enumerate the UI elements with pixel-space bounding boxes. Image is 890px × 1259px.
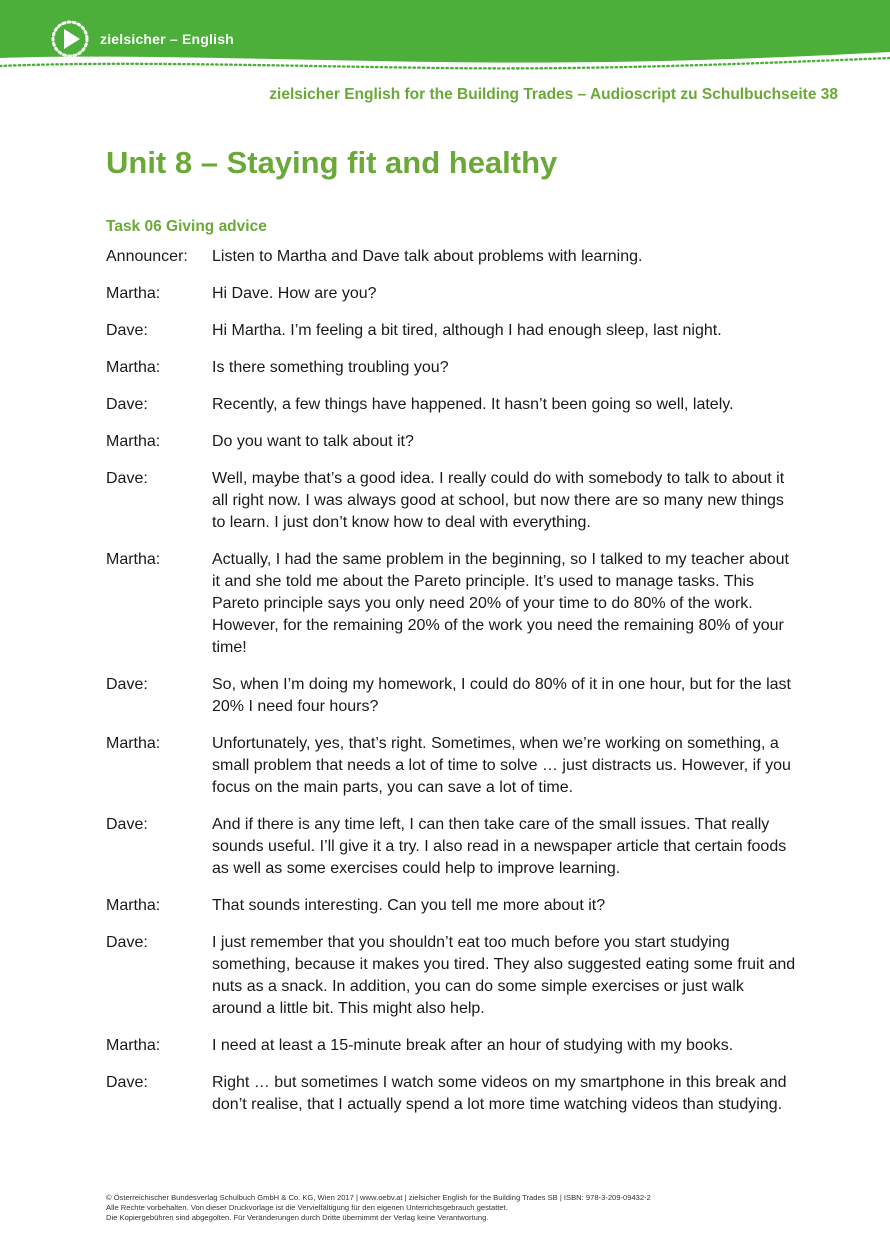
speech-text: That sounds interesting. Can you tell me more about it?: [212, 897, 606, 914]
script-line: [106, 1035, 796, 1057]
speaker-label: Dave:: [106, 470, 148, 487]
header-banner: [0, 0, 890, 80]
footer-line: © Österreichischer Bundesverlag Schulbuch GmbH & Co. KG, Wien 2017 | www.oebv.at | zielsicher English for the Building Trades SB | ISBN: 978-3-209-09432-2: [106, 1193, 651, 1202]
speech-text: Recently, a few things have happened. It hasn’t been going so well, lately.: [212, 396, 734, 413]
page-title: Unit 8 – Staying fit and healthy: [106, 145, 558, 180]
footer-line: Die Kopiergebühren sind abgegolten. Für Veränderungen durch Dritte übernimmt der Verlag keine Verantwortung.: [106, 1213, 489, 1222]
speaker-label: Dave:: [106, 816, 148, 833]
speaker-label: Martha:: [106, 433, 161, 450]
script-line: [106, 431, 796, 453]
speech-text: Is there something troubling you?: [212, 359, 449, 376]
brand-name: zielsicher – English: [100, 31, 234, 47]
speaker-label: Dave:: [106, 1074, 148, 1091]
speaker-label: Martha:: [106, 735, 161, 752]
speech-text: Unfortunately, yes, that’s right. Sometimes, when we’re working on something, a small problem that needs a lot of time to solve … just distracts us. However, if you focus on the main parts, you can save a lot of time.: [212, 735, 791, 796]
speaker-label: Martha:: [106, 285, 161, 302]
speech-text: Hi Dave. How are you?: [212, 285, 377, 302]
footer-line: Alle Rechte vorbehalten. Von dieser Druckvorlage ist die Vervielfältigung für den eigenen Unterrichtsgebrauch gestattet.: [106, 1203, 508, 1212]
speaker-label: Dave:: [106, 934, 148, 951]
speech-text: Listen to Martha and Dave talk about problems with learning.: [212, 248, 643, 265]
task-heading: Task 06 Giving advice: [106, 218, 267, 235]
speaker-label: Martha:: [106, 1037, 161, 1054]
script-line: [106, 320, 796, 342]
speech-text: And if there is any time left, I can then take care of the small issues. That really sounds useful. I’ll give it a try. I also read in a newspaper article that certain foods as well as some exercises could help to improve learning.: [212, 816, 787, 877]
speaker-label: Martha:: [106, 551, 161, 568]
speech-text: I just remember that you shouldn’t eat too much before you start studying something, because it makes you tired. They also suggested eating some fruit and nuts as a snack. In addition, you can do some simple exercises or just walk around a little bit. This might also help.: [212, 934, 796, 1017]
speech-text: So, when I’m doing my homework, I could do 80% of it in one hour, but for the last 20% I need four hours?: [212, 676, 791, 715]
speech-text: Do you want to talk about it?: [212, 433, 414, 450]
script-line: [106, 932, 796, 1020]
script-line: [106, 246, 796, 268]
script-line: [106, 1072, 796, 1116]
page-subtitle: zielsicher English for the Building Trades – Audioscript zu Schulbuchseite 38: [269, 86, 838, 103]
speaker-label: Dave:: [106, 676, 148, 693]
script-line: [106, 357, 796, 379]
speaker-label: Martha:: [106, 359, 161, 376]
script-line: [106, 814, 796, 880]
speech-text: Hi Martha. I’m feeling a bit tired, although I had enough sleep, last night.: [212, 322, 722, 339]
script-line: [106, 674, 796, 718]
speech-text: Actually, I had the same problem in the beginning, so I talked to my teacher about it and she told me about the Pareto principle. It’s used to manage tasks. This Pareto principle says you only need 20% of your time to do 80% of the work. However, for the remaining 20% of the work you need the remaining 80% of your time!: [212, 551, 789, 656]
speaker-label: Martha:: [106, 897, 161, 914]
script-line: [106, 394, 796, 416]
audioscript: [106, 246, 796, 1116]
script-line: [106, 283, 796, 305]
script-line: [106, 549, 796, 659]
script-line: [106, 733, 796, 799]
speech-text: I need at least a 15-minute break after an hour of studying with my books.: [212, 1037, 734, 1054]
speaker-label: Dave:: [106, 396, 148, 413]
script-line: [106, 895, 796, 917]
speaker-label: Dave:: [106, 322, 148, 339]
script-line: [106, 468, 796, 534]
speaker-label: Announcer:: [106, 248, 188, 265]
copyright-footer: [106, 1193, 651, 1223]
speech-text: Right … but sometimes I watch some videos on my smartphone in this break and don’t realise, that I actually spend a lot more time watching videos than studying.: [212, 1074, 787, 1113]
speech-text: Well, maybe that’s a good idea. I really could do with somebody to talk to about it all right now. I was always good at school, but now there are so many new things to learn. I just don’t know how to deal with everything.: [212, 470, 785, 531]
